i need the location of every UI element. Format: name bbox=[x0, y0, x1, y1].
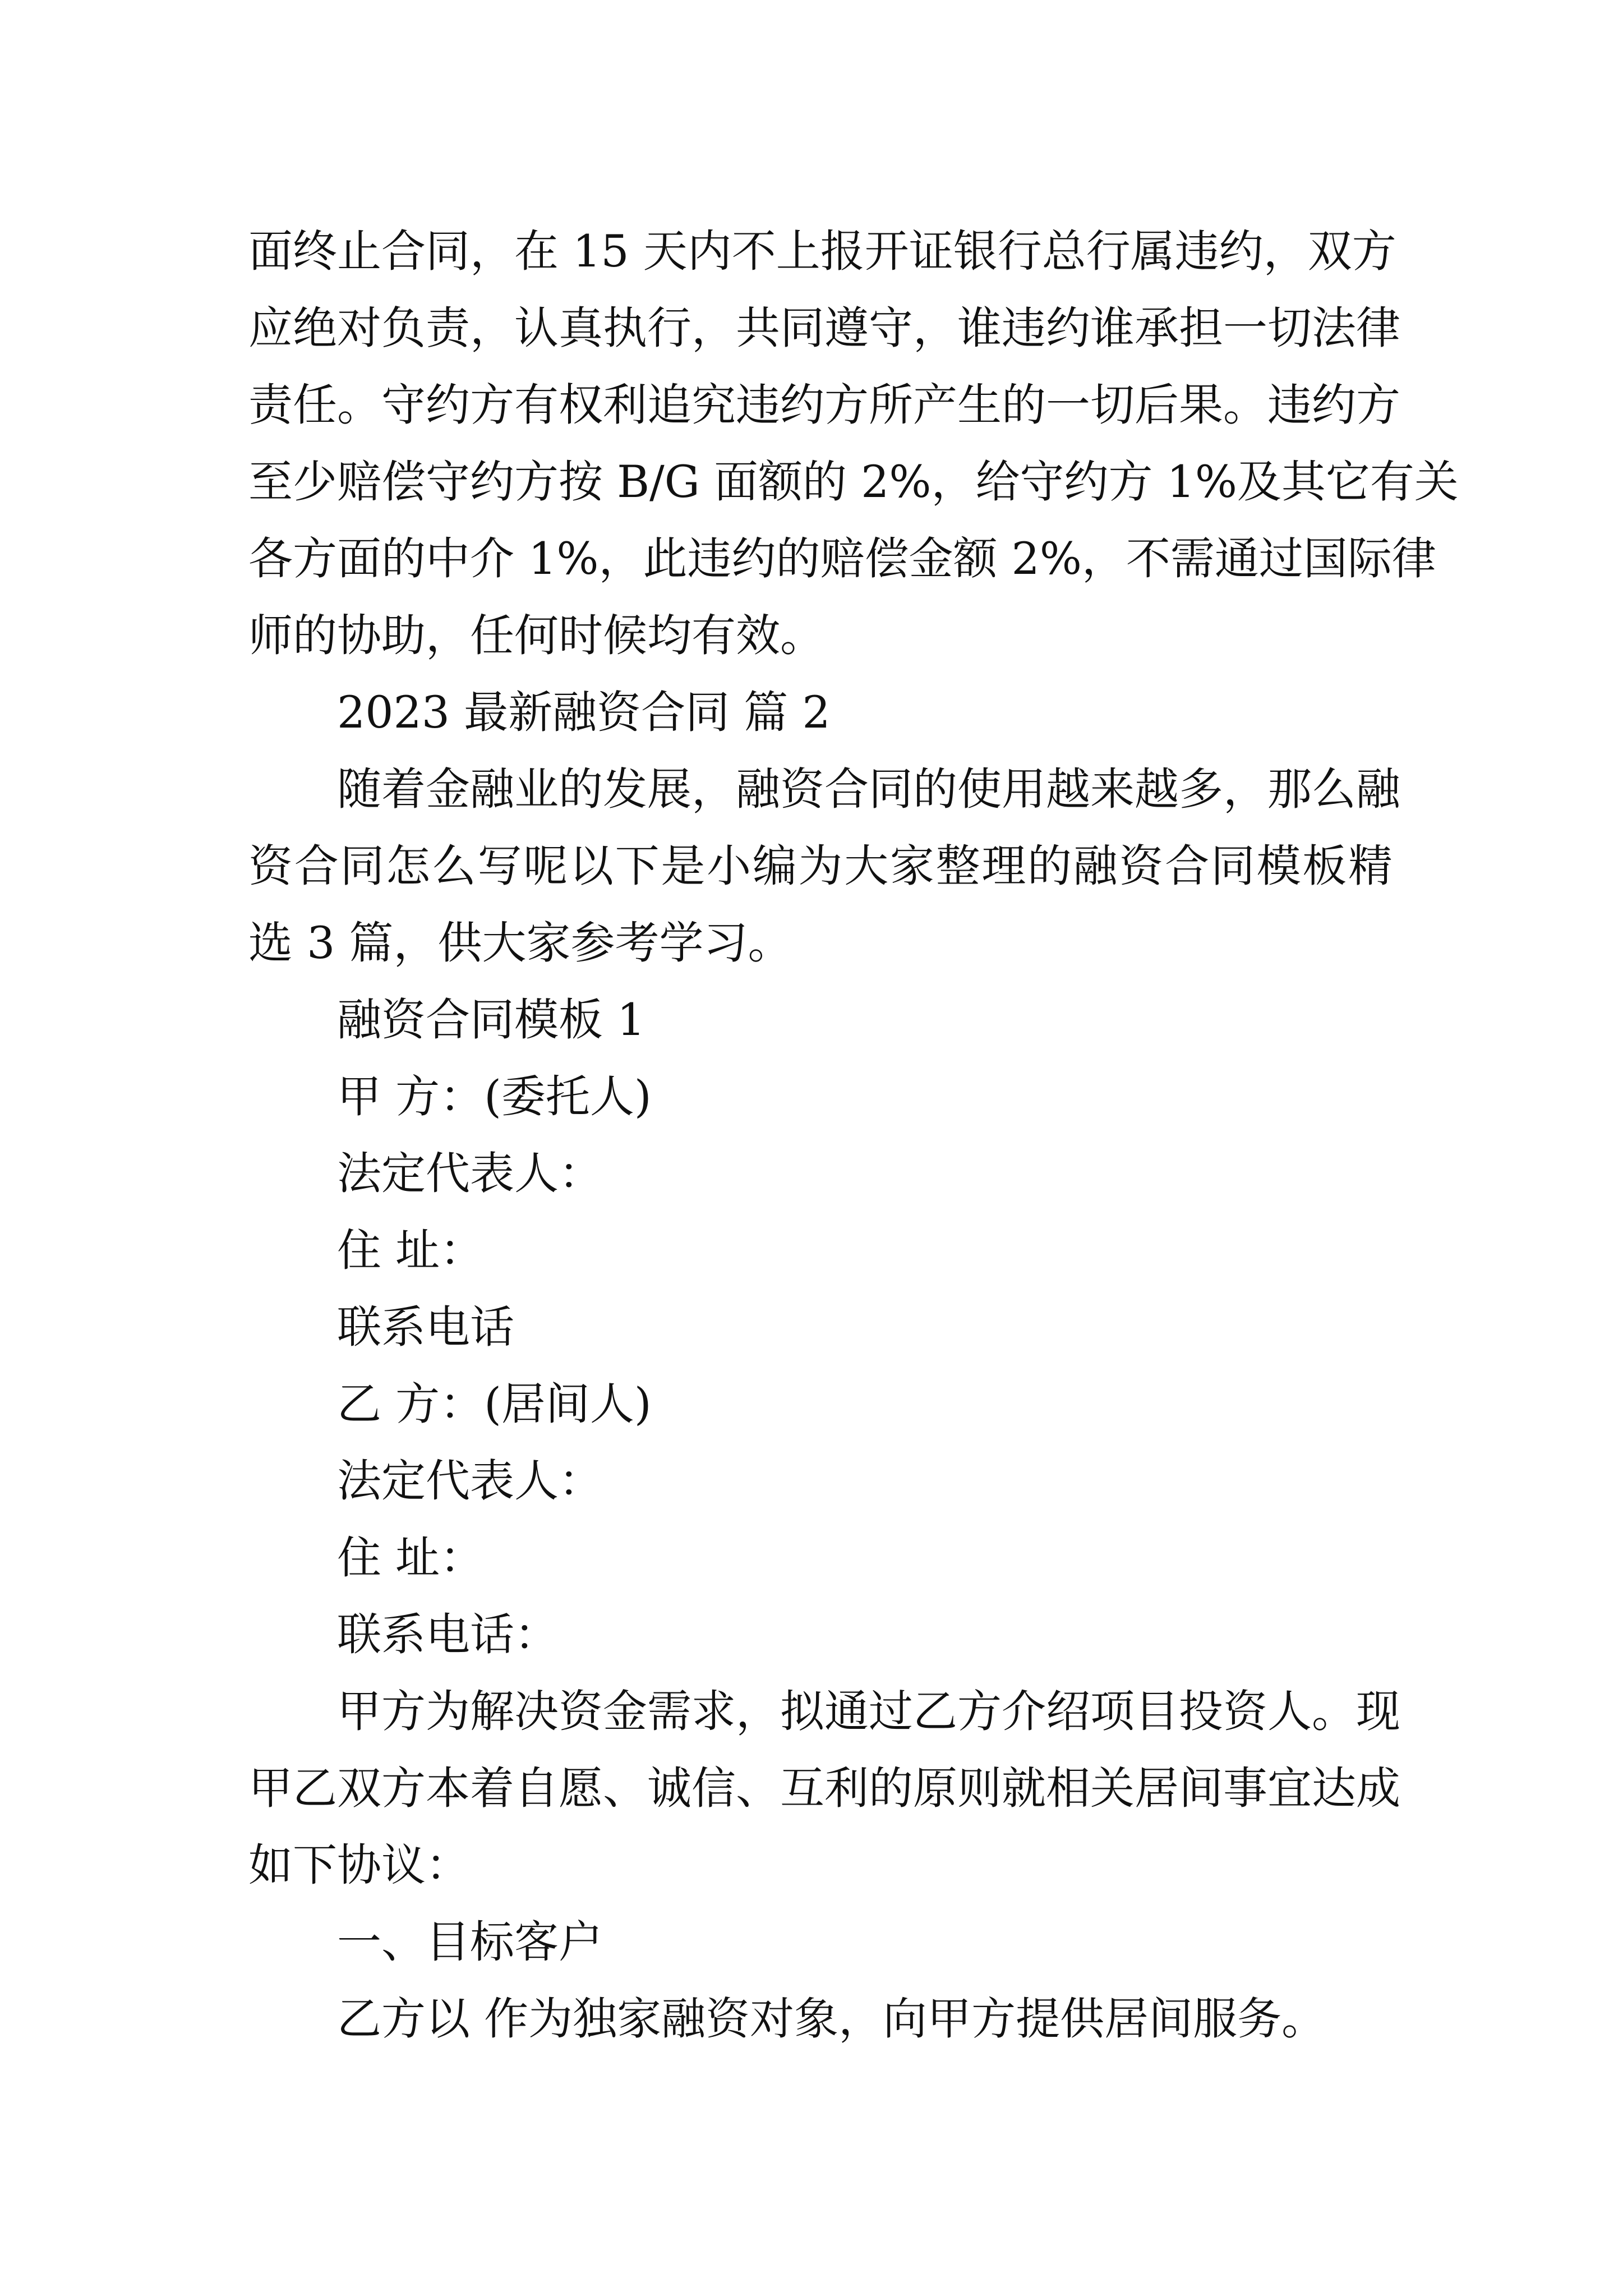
text-line: 甲方为解决资金需求，拟通过乙方介绍项目投资人。现 bbox=[337, 1686, 1400, 1737]
section-heading: 2023 最新融资合同 篇 2 bbox=[337, 687, 831, 738]
text-line: 各方面的中介 1%，此违约的赔偿金额 2%，不需通过国际律 bbox=[248, 533, 1436, 585]
party-a-phone: 联系电话 bbox=[337, 1301, 514, 1353]
text-line: 选 3 篇，供大家参考学习。 bbox=[248, 917, 792, 969]
text-line: 责任。守约方有权利追究违约方所产生的一切后果。违约方 bbox=[248, 379, 1400, 431]
party-a-label: 甲 方：(委托人) bbox=[337, 1071, 652, 1122]
party-b-phone: 联系电话： bbox=[337, 1609, 559, 1660]
party-b-address: 住 址： bbox=[337, 1532, 485, 1584]
text-line: 师的协助，任何时候均有效。 bbox=[248, 610, 824, 661]
section-1-body: 乙方以 作为独家融资对象，向甲方提供居间服务。 bbox=[337, 1993, 1326, 2045]
text-line: 随着金融业的发展，融资合同的使用越来越多，那么融 bbox=[337, 763, 1400, 815]
text-line: 应绝对负责，认真执行，共同遵守，谁违约谁承担一切法律 bbox=[248, 302, 1400, 354]
template-title: 融资合同模板 1 bbox=[337, 994, 645, 1046]
paragraph-agreement bbox=[248, 1673, 1400, 1904]
text-line: 如下协议： bbox=[248, 1839, 470, 1891]
text-line: 甲乙双方本着自愿、诚信、互利的原则就相关居间事宜达成 bbox=[248, 1763, 1400, 1814]
document-body bbox=[248, 213, 1459, 2058]
party-a-address: 住 址： bbox=[337, 1225, 485, 1276]
party-b-label: 乙 方：(居间人) bbox=[337, 1378, 652, 1430]
text-line: 面终止合同，在 15 天内不上报开证银行总行属违约，双方 bbox=[248, 226, 1396, 277]
party-a-representative: 法定代表人： bbox=[337, 1148, 603, 1199]
paragraph-intro bbox=[248, 751, 1400, 982]
text-line: 资合同怎么写呢以下是小编为大家整理的融资合同模板精 bbox=[248, 840, 1393, 892]
text-line: 至少赔偿守约方按 B/G 面额的 2%，给守约方 1%及其它有关 bbox=[248, 456, 1459, 508]
paragraph-breach-terms bbox=[248, 213, 1459, 674]
party-b-representative: 法定代表人： bbox=[337, 1455, 603, 1507]
section-1-title: 一、目标客户 bbox=[337, 1916, 603, 1968]
